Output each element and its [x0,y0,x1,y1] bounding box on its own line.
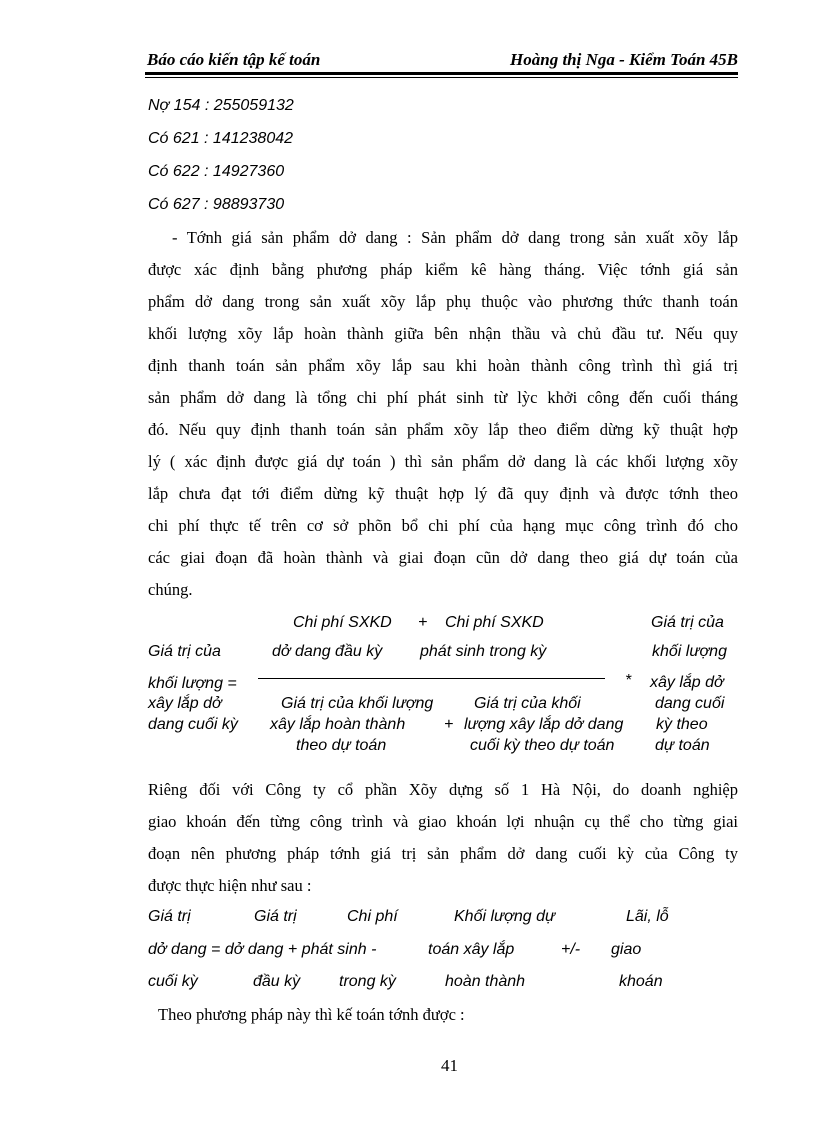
formula-den-b-1: Giá trị của khối [474,695,581,712]
paragraph-line: lý ( xác định được giá dự toán ) thì sản phẩm dở dang là các khối lượng xõy [148,452,738,471]
formula-num-a: Chi phí SXKD [293,614,392,631]
formula-rhs-1: Giá trị của [651,614,724,631]
formula-rhs-2: khối lượng [652,643,727,660]
paragraph-line: đoạn nên phương pháp tớnh giá trị sản phẩm dở dang cuối kỳ của Công ty [148,844,738,863]
paragraph-line: lắp chưa đạt tới điểm dừng kỹ thuật hợp lý đã quy định và được tớnh theo [148,484,738,503]
paragraph-line: phẩm dở dang trong sản xuất xõy lắp phụ thuộc vào phương thức thanh toán [148,292,738,311]
f2-r2-c3: +/- [561,941,581,958]
closing-line: Theo phương pháp này thì kế toán tớnh được : [158,1005,465,1024]
f2-r1-c1: Giá trị [148,908,191,925]
formula-den-b-2: lượng xây lắp dở dang [464,716,624,733]
formula-rhs-5: kỳ theo [656,716,708,733]
paragraph-line: khối lượng xõy lắp hoàn thành giữa bên nhận thầu và chủ đầu tư. Nếu quy [148,324,738,343]
f2-r1-c2: Giá trị [254,908,297,925]
formula-num-a2: dở dang đầu kỳ [272,643,383,660]
formula-lhs-4: dang cuối kỳ [148,716,238,733]
formula-den-a-1: Giá trị của khối lượng [281,695,434,712]
header-right: Hoàng thị Nga - Kiểm Toán 45B [510,50,738,69]
f2-r3-c4: hoàn thành [445,973,526,990]
f2-r3-c2: đầu kỳ [253,973,301,990]
paragraph-wip-valuation [148,222,738,606]
header-rule-thin [145,77,738,78]
paragraph-line: chi phí thực tế trên cơ sở phõn bổ chi phí của hạng mục công trình đó cho [148,516,738,535]
entry-credit-621: Có 621 : 141238042 [148,130,294,147]
formula-rhs-3: xây lắp dở [650,674,724,691]
formula-den-plus: + [444,716,454,733]
header-left: Báo cáo kiến tập kế toán [147,50,321,69]
f2-r1-c4: Khối lượng dự [454,908,556,925]
paragraph-line: chúng. [148,580,193,599]
f2-r2-c1: dở dang = dở dang + phát sinh - [148,941,377,958]
formula-den-b-3: cuối kỳ theo dự toán [470,737,615,754]
fraction-bar [258,678,605,679]
paragraph-line: được thực hiện như sau : [148,876,312,895]
paragraph-company-method [148,774,738,902]
paragraph-line: đó. Nếu quy định thanh toán sản phẩm xõy lắp theo điểm dừng kỹ thuật hợp [148,420,738,439]
formula-den-a-2: xây lắp hoàn thành [270,716,406,733]
f2-r1-c5: Lãi, lỗ [626,908,669,925]
formula-rhs-6: dự toán [655,737,710,754]
paragraph-line: được xác định bằng phương pháp kiểm kê hàng tháng. Việc tớnh giá sản [148,260,738,279]
f2-r3-c3: trong kỳ [339,973,396,990]
entry-debit-154: Nợ 154 : 255059132 [148,97,294,114]
formula-times: * [625,672,632,689]
page-number: 41 [441,1056,458,1075]
header-rule-thick [145,72,738,75]
paragraph-line: - Tớnh giá sản phẩm dở dang : Sản phẩm dở dang trong sản xuất xõy lắp [172,228,738,247]
formula-lhs-2: khối lượng = [148,675,237,692]
formula-den-a-3: theo dự toán [296,737,387,754]
f2-r3-c1: cuối kỳ [148,973,198,990]
entry-credit-622: Có 622 : 14927360 [148,163,285,180]
formula-num-b2: phát sinh trong kỳ [420,643,547,660]
formula-rhs-4: dang cuối [655,695,725,712]
formula-lhs-3: xây lắp dở [148,695,222,712]
paragraph-line: các giai đoạn đã hoàn thành và giai đoạn cũn dở dang theo giá dự toán của [148,548,738,567]
formula-lhs-1: Giá trị của [148,643,221,660]
paragraph-line: giao khoán đến từng công trình và giao khoán lợi nhuận cụ thể cho từng giai [148,812,738,831]
f2-r3-c5: khoán [619,973,663,990]
f2-r2-c2: toán xây lắp [428,941,515,958]
f2-r2-c4: giao [611,941,642,958]
f2-r1-c3: Chi phí [347,908,398,925]
entry-credit-627: Có 627 : 98893730 [148,196,285,213]
paragraph-line: sản phẩm dở dang là tổng chi phí phát sinh từ lỳc khởi công đến cuối tháng [148,388,738,407]
paragraph-line: Riêng đối với Công ty cổ phần Xõy dựng số 1 Hà Nội, do doanh nghiệp [148,780,738,799]
formula-num-plus: + [418,614,428,631]
formula-num-b: Chi phí SXKD [445,614,544,631]
paragraph-line: định thanh toán sản phẩm xõy lắp sau khi hoàn thành công trình thì giá trị [148,356,738,375]
